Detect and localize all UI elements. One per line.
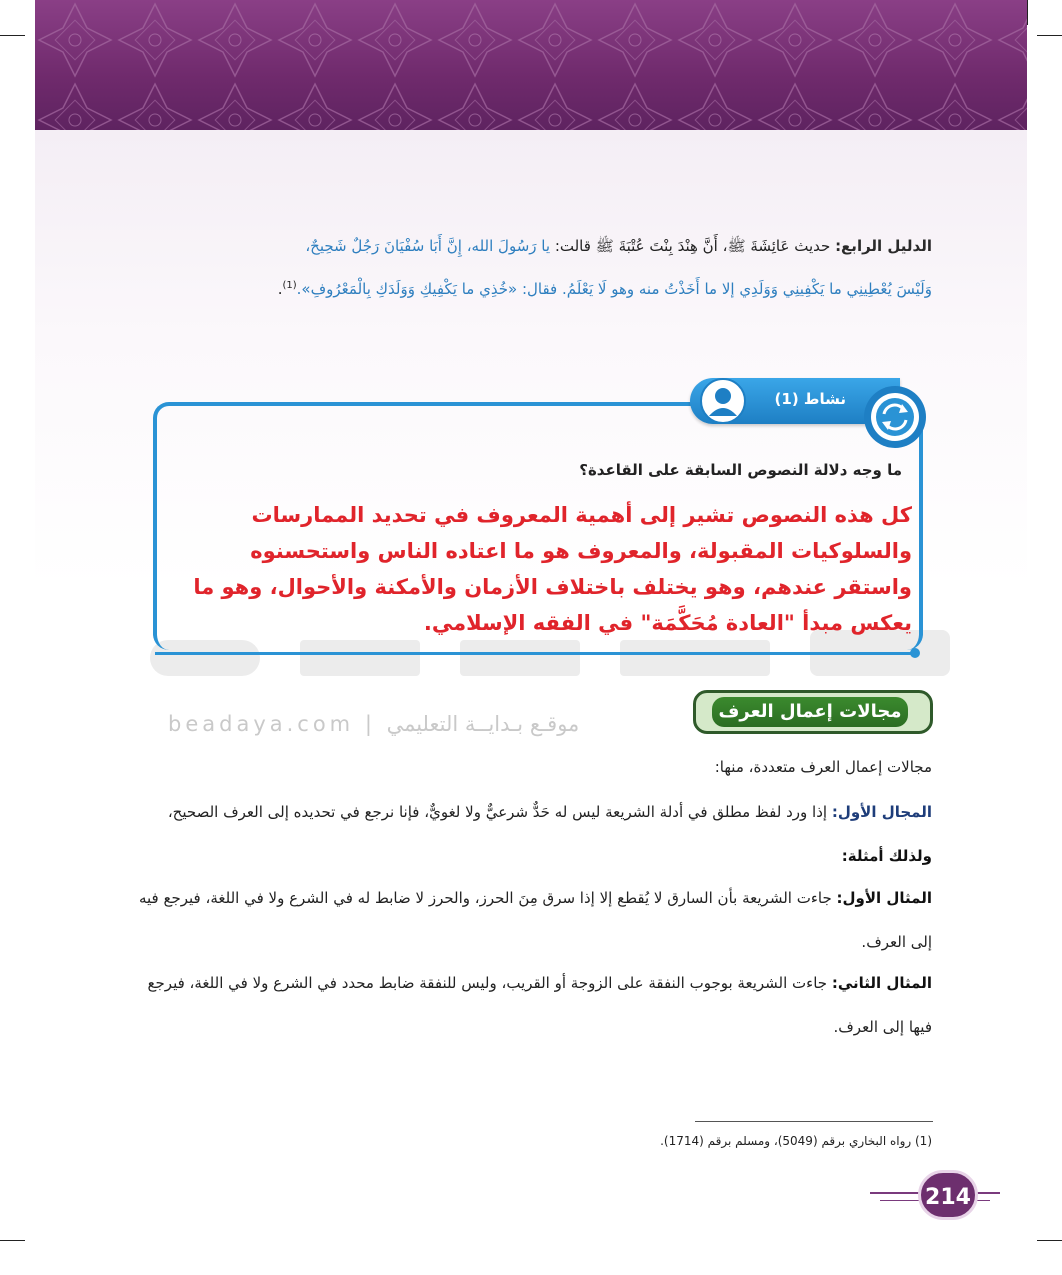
crop-mark — [0, 35, 25, 36]
crop-mark — [0, 1240, 25, 1241]
evidence-quote: «خُذِي ما يَكْفِيكِ وَوَلَدَكِ بِالْمَعْرُوفِ». — [296, 280, 518, 298]
user-icon — [700, 378, 746, 424]
activity-underline — [155, 652, 915, 655]
evidence-line-1 — [122, 226, 932, 266]
example-2-heading: المثال الثاني: — [831, 974, 932, 992]
example-2-paragraph — [132, 961, 932, 1049]
crop-mark — [1027, 0, 1028, 25]
header-banner — [35, 0, 1027, 130]
field-1-heading: المجال الأول: — [831, 803, 932, 821]
evidence-heading: الدليل الرابع: — [835, 237, 932, 255]
footnote: (1) رواه البخاري برقم (5049)، ومسلم برقم (1714). — [660, 1134, 932, 1148]
field-1-paragraph — [132, 790, 932, 878]
example-2-text: جاءت الشريعة بوجوب النفقة على الزوجة أو القريب، وليس للنفقة ضابط محدد في الشرع ولا في اللغة، فيرجع فيها إلى العرف. — [147, 974, 932, 1036]
page-number: 214 — [918, 1170, 978, 1220]
crop-mark — [1037, 1240, 1062, 1241]
intro-text: مجالات إعمال العرف متعددة، منها: — [714, 758, 932, 776]
refresh-icon — [862, 384, 928, 450]
example-1-paragraph — [132, 876, 932, 964]
activity-dot — [910, 648, 920, 658]
footnote-ref: (1) — [282, 280, 297, 291]
geometric-pattern — [35, 0, 1027, 130]
evidence-quote: وَلَيْسَ يُعْطِينِي ما يَكْفِينِي وَوَلَدِي إلا ما أَخَذْتُ منه وهو لَا يَعْلَمُ. فقال: — [521, 280, 932, 298]
section-intro — [132, 745, 932, 789]
footnote-divider — [695, 1121, 933, 1122]
section-title: مجالات إعمال العرف — [712, 697, 908, 727]
evidence-paragraph — [122, 226, 932, 309]
crop-mark — [1037, 35, 1062, 36]
evidence-line-2 — [122, 266, 932, 309]
field-1-text: إذا ورد لفظ مطلق في أدلة الشريعة ليس له حَدٌّ شرعيٌّ ولا لغويٌّ، فإنا نرجع في تحديده إلى العرف الصحيح، — [167, 803, 828, 821]
activity-label: نشاط (1) — [774, 390, 846, 408]
examples-label: ولذلك أمثلة: — [841, 847, 932, 865]
example-1-heading: المثال الأول: — [836, 889, 932, 907]
activity-answer: كل هذه النصوص تشير إلى أهمية المعروف في تحديد الممارسات والسلوكيات المقبولة، والمعروف هو ما اعتاده الناس واستحسنوه واستقر عندهم، وهو يختلف باختلاف الأزمان والأمكنة والأحوال، وهو ما يعكس مبدأ "العادة مُحَكَّمَة" في الفقه الإسلامي. — [193, 503, 912, 635]
evidence-quote: يا رَسُولَ الله، إِنَّ أَبَا سُفْيَانَ رَجُلٌ شَحِيحٌ، — [305, 237, 551, 255]
section-title-box — [693, 690, 933, 734]
activity-question: ما وجه دلالة النصوص السابقة على القاعدة؟ — [579, 461, 902, 479]
watermark-text: beadaya.com | موقـع بـدايــة التعليمي — [168, 712, 580, 736]
period: . — [277, 280, 283, 298]
evidence-intro: حديث عَائِشَةَ ﷺ، أَنَّ هِنْدَ بِنْتَ عُتْبَةَ ﷺ قالت: — [554, 237, 831, 255]
example-1-text: جاءت الشريعة بأن السارق لا يُقطع إلا إذا سرق مِنَ الحرز، والحرز لا ضابط له في الشرع ولا في اللغة، فيرجع فيه إلى العرف. — [138, 889, 932, 951]
